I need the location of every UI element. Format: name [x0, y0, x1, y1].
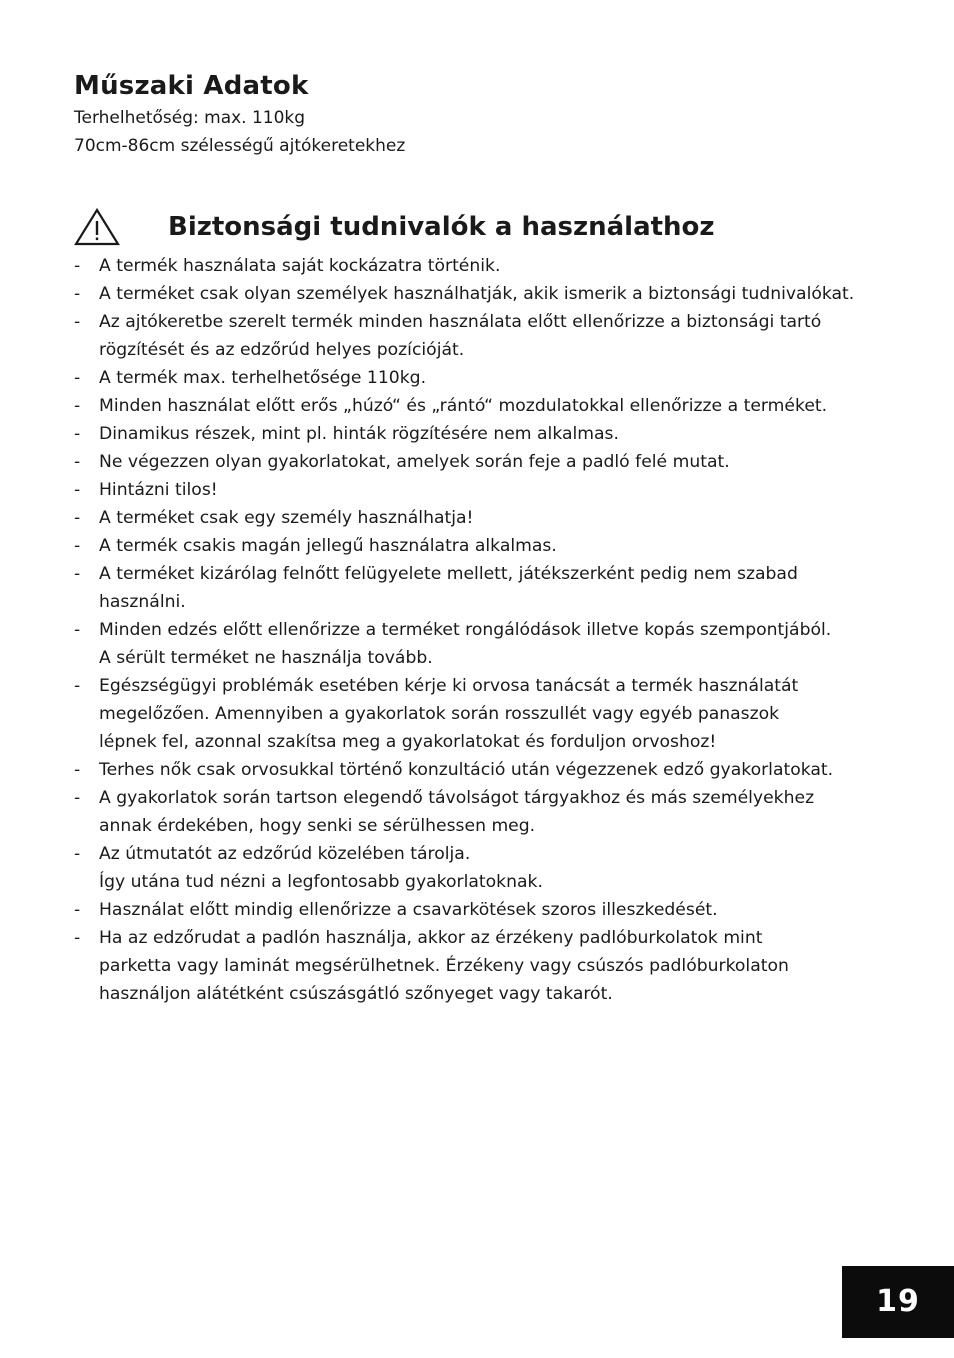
list-item: - A termék csakis magán jellegű használatra alkalmas. [74, 532, 904, 560]
load-capacity-text: Terhelhetőség: max. 110kg [74, 108, 306, 128]
technical-data-section [74, 68, 894, 160]
list-item-text: Az ajtókeretbe szerelt termék minden használata előtt ellenőrizze a biztonsági tartó rögzítését és az edzőrúd helyes pozícióját. [99, 312, 822, 360]
list-item: - Ne végezzen olyan gyakorlatokat, amelyek során feje a padló felé mutat. [74, 448, 904, 476]
list-item-text: Terhes nők csak orvosukkal történő konzultáció után végezzenek edző gyakorlatokat. [99, 760, 834, 780]
list-item-text: A terméket csak olyan személyek használhatják, akik ismerik a biztonsági tudnivalókat. [99, 284, 855, 304]
page-number-badge: 19 [842, 1266, 954, 1338]
list-item: - Az útmutatót az edzőrúd közelében tárolja. Így utána tud nézni a legfontosabb gyakorlatoknak. [74, 840, 904, 896]
list-item-text: A termék használata saját kockázatra történik. [99, 256, 501, 276]
safety-section [74, 206, 904, 1008]
list-item: - Terhes nők csak orvosukkal történő konzultáció után végezzenek edző gyakorlatokat. [74, 756, 904, 784]
list-item-text: A gyakorlatok során tartson elegendő távolságot tárgyakhoz és más személyekhez annak érdekében, hogy senki se sérülhessen meg. [99, 788, 815, 836]
list-item-text: A terméket csak egy személy használhatja! [99, 508, 474, 528]
list-item: - Ha az edzőrudat a padlón használja, akkor az érzékeny padlóburkolatok mint parketta vagy laminát megsérülhetnek. Érzékeny vagy csúszós padlóburkolaton használjon alátétként csúszásgátló szőnyeget vagy takarót. [74, 924, 904, 1008]
list-item-text: Dinamikus részek, mint pl. hinták rögzítésére nem alkalmas. [99, 424, 619, 444]
safety-list [74, 252, 904, 1008]
list-item: - Hintázni tilos! [74, 476, 904, 504]
safety-header [74, 206, 904, 248]
list-item-text: A termék max. terhelhetősége 110kg. [99, 368, 427, 388]
list-item: - A terméket csak olyan személyek használhatják, akik ismerik a biztonsági tudnivalókat. [74, 280, 904, 308]
list-item: - Dinamikus részek, mint pl. hinták rögzítésére nem alkalmas. [74, 420, 904, 448]
safety-title: Biztonsági tudnivalók a használathoz [168, 212, 715, 242]
list-item: - A termék max. terhelhetősége 110kg. [74, 364, 904, 392]
door-frame-width-text: 70cm-86cm szélességű ajtókeretekhez [74, 136, 406, 156]
list-item: - Használat előtt mindig ellenőrizze a csavarkötések szoros illeszkedését. [74, 896, 904, 924]
list-item-text: A termék csakis magán jellegű használatra alkalmas. [99, 536, 557, 556]
list-item: - A terméket csak egy személy használhatja! [74, 504, 904, 532]
list-item: - Minden használat előtt erős „húzó“ és „rántó“ mozdulatokkal ellenőrizze a terméket. [74, 392, 904, 420]
technical-data-title: Műszaki Adatok [74, 71, 309, 101]
list-item-text: Minden használat előtt erős „húzó“ és „rántó“ mozdulatokkal ellenőrizze a terméket. [99, 396, 828, 416]
list-item: - A termék használata saját kockázatra történik. [74, 252, 904, 280]
list-item-text: Az útmutatót az edzőrúd közelében tárolja. Így utána tud nézni a legfontosabb gyakorlatoknak. [99, 844, 543, 892]
list-item-text: Ha az edzőrudat a padlón használja, akkor az érzékeny padlóburkolatok mint parketta vagy laminát megsérülhetnek. Érzékeny vagy csúszós padlóburkolaton használjon alátétként csúszásgátló szőnyeget vagy takarót. [99, 928, 789, 1004]
list-item: - Minden edzés előtt ellenőrizze a terméket rongálódások illetve kopás szempontjából. A sérült terméket ne használja tovább. [74, 616, 904, 672]
list-item-text: Használat előtt mindig ellenőrizze a csavarkötések szoros illeszkedését. [99, 900, 718, 920]
list-item-text: Egészségügyi problémák esetében kérje ki orvosa tanácsát a termék használatát megelőzően. Amennyiben a gyakorlatok során rosszullét vagy egyéb panaszok lépnek fel, azonnal szakítsa meg a gyakorlatokat és forduljon orvoshoz! [99, 676, 799, 752]
list-item: - A gyakorlatok során tartson elegendő távolságot tárgyakhoz és más személyekhez annak érdekében, hogy senki se sérülhessen meg. [74, 784, 904, 840]
list-item-text: Ne végezzen olyan gyakorlatokat, amelyek során feje a padló felé mutat. [99, 452, 730, 472]
warning-triangle-icon [74, 208, 120, 246]
list-item: - A terméket kizárólag felnőtt felügyelete mellett, játékszerként pedig nem szabad használni. [74, 560, 904, 616]
list-item: - Egészségügyi problémák esetében kérje ki orvosa tanácsát a termék használatát megelőzően. Amennyiben a gyakorlatok során rosszullét vagy egyéb panaszok lépnek fel, azonnal szakítsa meg a gyakorlatokat és forduljon orvoshoz! [74, 672, 904, 756]
list-item-text: Hintázni tilos! [99, 480, 218, 500]
list-item-text: Minden edzés előtt ellenőrizze a terméket rongálódások illetve kopás szempontjából. A sérült terméket ne használja tovább. [99, 620, 832, 668]
list-item: - Az ajtókeretbe szerelt termék minden használata előtt ellenőrizze a biztonsági tartó rögzítését és az edzőrúd helyes pozícióját. [74, 308, 904, 364]
list-item-text: A terméket kizárólag felnőtt felügyelete mellett, játékszerként pedig nem szabad használni. [99, 564, 798, 612]
